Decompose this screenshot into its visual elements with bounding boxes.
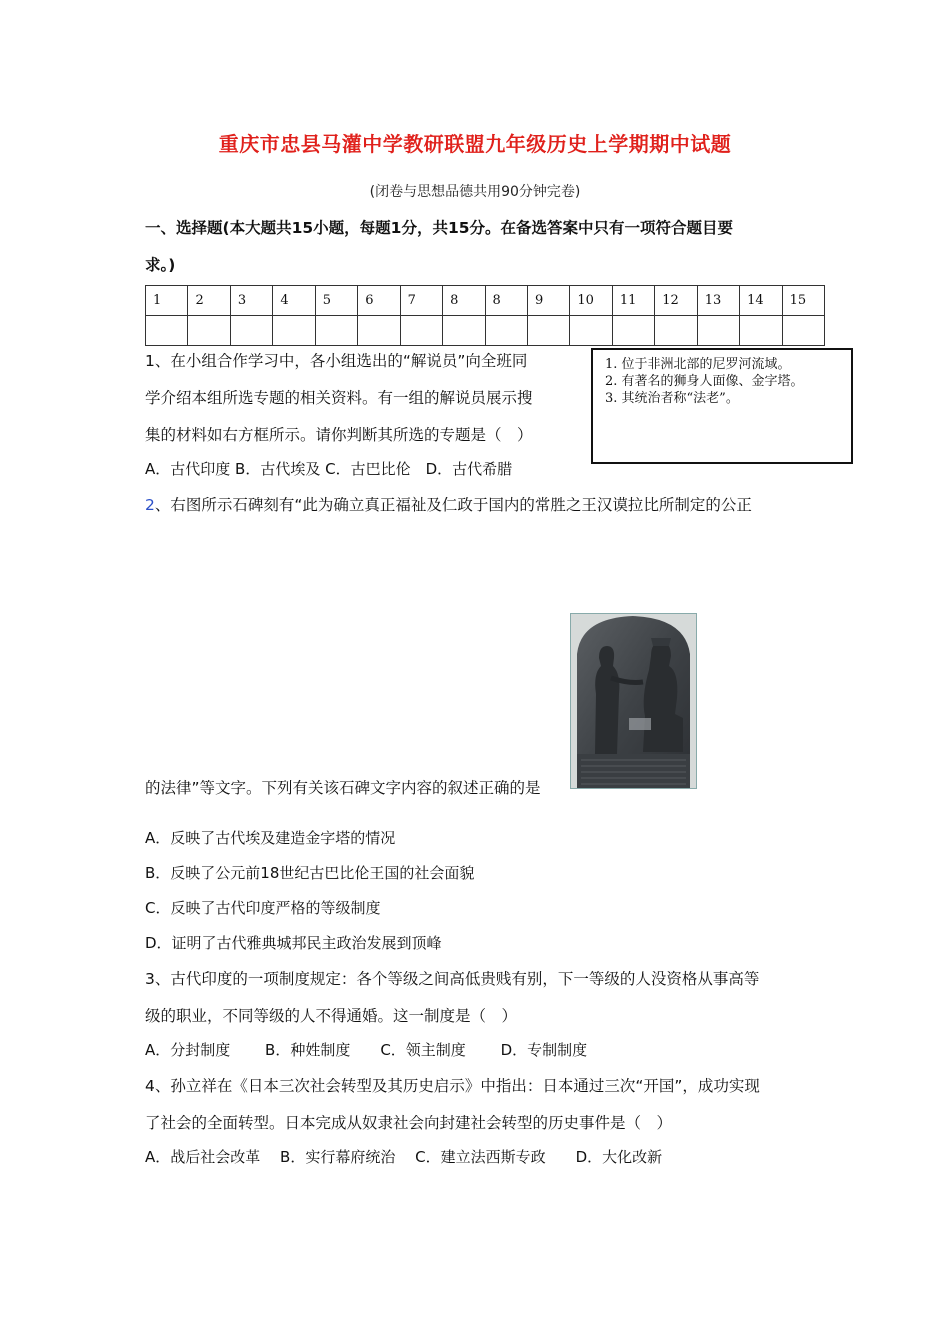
stele-illustration <box>571 614 696 788</box>
section-heading: 一、选择题(本大题共15小题，每题1分，共15分。在备选答案中只有一项符合题目要 <box>145 219 734 237</box>
answer-col-header: 14 <box>740 286 782 316</box>
section-heading-cont: 求。) <box>145 256 176 274</box>
answer-col-header: 15 <box>782 286 824 316</box>
q2-option-b: B．反映了公元前18世纪古巴比伦王国的社会面貌 <box>145 864 475 882</box>
answer-cell[interactable] <box>570 316 612 346</box>
answer-col-header: 2 <box>188 286 230 316</box>
q1-material-box <box>591 348 853 464</box>
q2-option-c: C．反映了古代印度严格的等级制度 <box>145 899 381 917</box>
q1-text-line: 学介绍本组所选专题的相关资料。有一组的解说员展示搜 <box>145 389 533 407</box>
q4-options: A．战后社会改革 B．实行幕府统治 C．建立法西斯专政 D．大化改新 <box>145 1148 663 1166</box>
answer-table-blank-row <box>146 316 825 346</box>
q1-text-line: 1、在小组合作学习中，各小组选出的“解说员”向全班同 <box>145 352 528 370</box>
answer-col-header: 12 <box>655 286 697 316</box>
answer-col-header: 6 <box>358 286 400 316</box>
q4-text-line2: 了社会的全面转型。日本完成从奴隶社会向封建社会转型的历史事件是（ ） <box>145 1114 673 1132</box>
q2-number: 2 <box>145 496 155 514</box>
answer-cell[interactable] <box>443 316 485 346</box>
answer-col-header: 11 <box>612 286 654 316</box>
answer-cell[interactable] <box>230 316 272 346</box>
answer-col-header: 4 <box>273 286 315 316</box>
answer-col-header: 8 <box>443 286 485 316</box>
answer-cell[interactable] <box>146 316 188 346</box>
answer-cell[interactable] <box>273 316 315 346</box>
answer-col-header: 10 <box>570 286 612 316</box>
answer-col-header: 8 <box>485 286 527 316</box>
page-title: 重庆市忠县马灌中学教研联盟九年级历史上学期期中试题 <box>218 132 732 156</box>
answer-cell[interactable] <box>315 316 357 346</box>
q2-text: 、右图所示石碑刻有“此为确立真正福祉及仁政于国内的常胜之王汉谟拉比所制定的公正 <box>154 496 752 514</box>
answer-col-header: 13 <box>697 286 739 316</box>
q4-text-line: 4、孙立祥在《日本三次社会转型及其历史启示》中指出：日本通过三次“开国”，成功实现 <box>145 1077 760 1095</box>
code-of-hammurabi-stele-image <box>570 613 697 789</box>
answer-table-header-row <box>146 286 825 316</box>
answer-cell[interactable] <box>697 316 739 346</box>
q1-material-line: 1. 位于非洲北部的尼罗河流域。 <box>605 357 791 372</box>
answer-cell[interactable] <box>782 316 824 346</box>
q1-text-line: 集的材料如右方框所示。请你判断其所选的专题是（ ） <box>145 426 533 444</box>
answer-cell[interactable] <box>612 316 654 346</box>
q1-material-line: 3. 其统治者称“法老”。 <box>605 391 739 406</box>
answer-cell[interactable] <box>485 316 527 346</box>
answer-col-header: 5 <box>315 286 357 316</box>
answer-col-header: 1 <box>146 286 188 316</box>
page-subtitle: (闭卷与思想品德共用90分钟完卷) <box>369 184 581 200</box>
answer-cell[interactable] <box>400 316 442 346</box>
q2-text-line2: 的法律”等文字。下列有关该石碑文字内容的叙述正确的是 <box>145 779 541 797</box>
q3-text-line: 3、古代印度的一项制度规定：各个等级之间高低贵贱有别，下一等级的人没资格从事高等 <box>145 970 760 988</box>
q2-text-line <box>145 493 752 515</box>
answer-col-header: 3 <box>230 286 272 316</box>
answer-col-header: 9 <box>527 286 569 316</box>
answer-col-header: 7 <box>400 286 442 316</box>
answer-cell[interactable] <box>655 316 697 346</box>
answer-table <box>145 285 825 346</box>
q3-text-line2: 级的职业，不同等级的人不得通婚。这一制度是（ ） <box>145 1007 518 1025</box>
q2-option-a: A．反映了古代埃及建造金字塔的情况 <box>145 829 396 847</box>
q2-option-d: D．证明了古代雅典城邦民主政治发展到顶峰 <box>145 934 442 952</box>
answer-cell[interactable] <box>358 316 400 346</box>
q1-material-line: 2. 有著名的狮身人面像、金字塔。 <box>605 374 804 389</box>
answer-cell[interactable] <box>527 316 569 346</box>
answer-cell[interactable] <box>740 316 782 346</box>
q1-options: A．古代印度 B．古代埃及 C．古巴比伦 D．古代希腊 <box>145 460 513 478</box>
q3-options: A．分封制度 B．种姓制度 C．领主制度 D．专制制度 <box>145 1041 588 1059</box>
answer-cell[interactable] <box>188 316 230 346</box>
